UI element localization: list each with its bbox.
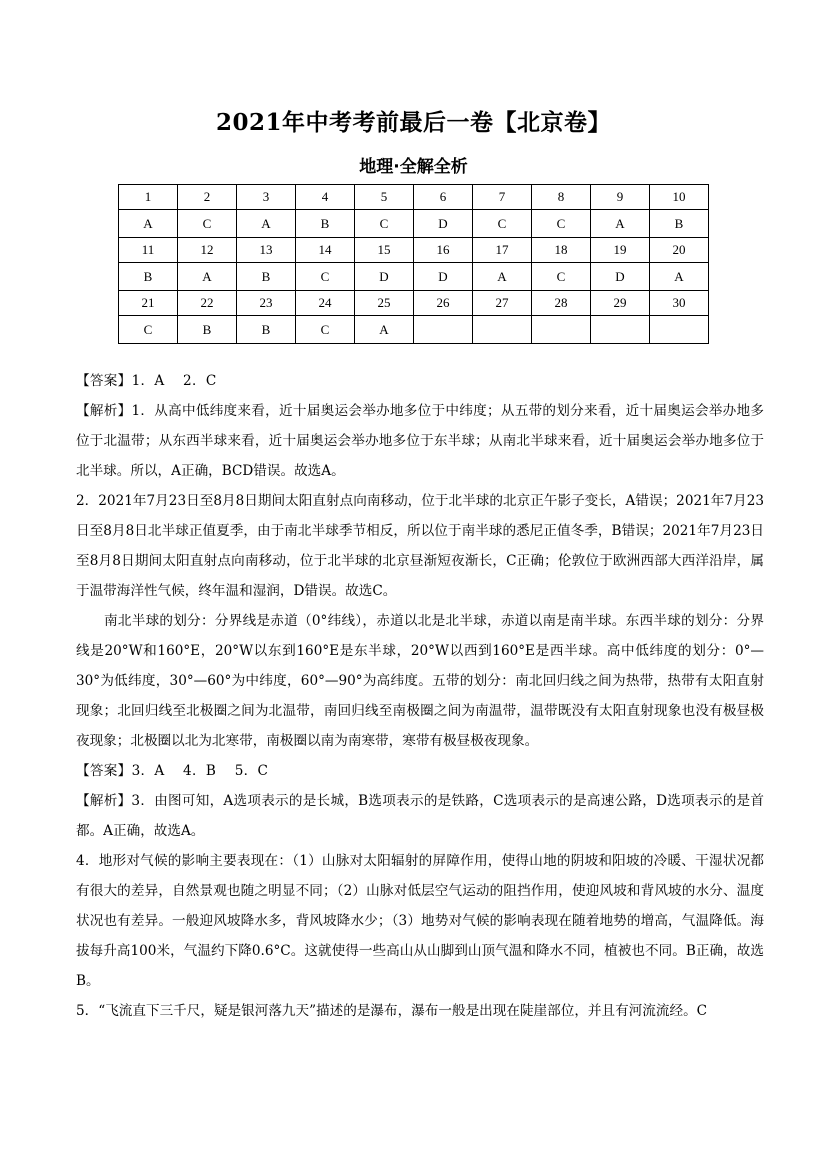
answer-cell: D	[591, 263, 650, 291]
answer-cell: C	[532, 263, 591, 291]
question-number-cell: 6	[414, 185, 473, 210]
question-number-cell: 10	[650, 185, 709, 210]
answer-cell	[650, 316, 709, 344]
answer-cell	[591, 316, 650, 344]
answer-cell: B	[237, 263, 296, 291]
question-number-cell: 4	[296, 185, 355, 210]
question-number-cell: 11	[119, 238, 178, 263]
answer-cell: B	[119, 263, 178, 291]
question-number-cell: 30	[650, 291, 709, 316]
question-number-cell: 13	[237, 238, 296, 263]
question-number-cell: 7	[473, 185, 532, 210]
question-number-cell: 23	[237, 291, 296, 316]
question-number-cell: 16	[414, 238, 473, 263]
answer-cell: B	[178, 316, 237, 344]
question-number-cell: 24	[296, 291, 355, 316]
answer-line-2: 【答案】3．A 4．B 5．C	[76, 763, 269, 779]
page-subtitle: 地理·全解全析	[359, 157, 468, 177]
answer-cell	[473, 316, 532, 344]
question-number-cell: 27	[473, 291, 532, 316]
analysis-paragraph-2: 2．2021年7月23日至8月8日期间太阳直射点向南移动，位于北半球的北京正午影子变长，A错误；2021年7月23日至8月8日北半球正值夏季，由于南北半球季节相反，所以位于南半球的悉尼正值冬季，B错误；2021年7月23日至8月8日期间太阳直射点向南移动，位于北半球的北京昼渐短夜渐长，C正确；伦敦位于欧洲西部大西洋沿岸，属于温带海洋性气候，终年温和湿润，D错误。故选C。	[76, 493, 764, 599]
answer-cell: D	[414, 263, 473, 291]
answer-cell: C	[355, 210, 414, 238]
answer-key-table	[118, 184, 709, 344]
knowledge-note-paragraph: 南北半球的划分：分界线是赤道（0°纬线），赤道以北是北半球，赤道以南是南半球。东西半球的划分：分界线是20°W和160°E，20°W以东到160°E是东半球，20°W以西到160°E是西半球。高中低纬度的划分：0°—30°为低纬度，30°—60°为中纬度，60°—90°为高纬度。五带的划分：南北回归线之间为热带，热带有太阳直射现象；北回归线至北极圈之间为北温带，南回归线至南极圈之间为南温带，温带既没有太阳直射现象也没有极昼极夜现象；北极圈以北为北寒带，南极圈以南为南寒带，寒带有极昼极夜现象。	[76, 613, 764, 749]
answer-cell: A	[650, 263, 709, 291]
question-number-cell: 20	[650, 238, 709, 263]
explanation-body	[76, 366, 764, 1026]
answer-cell: D	[414, 210, 473, 238]
answer-cell: B	[650, 210, 709, 238]
question-number-row	[119, 185, 709, 210]
question-number-cell: 29	[591, 291, 650, 316]
answer-cell: D	[355, 263, 414, 291]
answer-row	[119, 210, 709, 238]
answer-cell: A	[591, 210, 650, 238]
question-number-cell: 2	[178, 185, 237, 210]
answer-cell	[532, 316, 591, 344]
page-title: 2021年中考考前最后一卷【北京卷】	[215, 109, 611, 136]
answer-row	[119, 263, 709, 291]
answer-cell: C	[119, 316, 178, 344]
question-number-cell: 25	[355, 291, 414, 316]
question-number-cell: 28	[532, 291, 591, 316]
question-number-cell: 15	[355, 238, 414, 263]
answer-cell: B	[296, 210, 355, 238]
question-number-cell: 19	[591, 238, 650, 263]
answer-cell: A	[119, 210, 178, 238]
question-number-cell: 17	[473, 238, 532, 263]
answer-cell: C	[532, 210, 591, 238]
question-number-cell: 18	[532, 238, 591, 263]
answer-cell: B	[237, 316, 296, 344]
answer-cell: C	[178, 210, 237, 238]
answer-cell: A	[473, 263, 532, 291]
answer-line-1: 【答案】1．A 2．C	[76, 373, 217, 389]
analysis-paragraph-3: 【解析】3．由图可知，A选项表示的是长城，B选项表示的是铁路，C选项表示的是高速公路，D选项表示的是首都。A正确，故选A。	[76, 793, 764, 839]
answer-cell: C	[296, 263, 355, 291]
question-number-cell: 3	[237, 185, 296, 210]
question-number-cell: 14	[296, 238, 355, 263]
question-number-cell: 8	[532, 185, 591, 210]
question-number-row	[119, 291, 709, 316]
answer-cell: A	[355, 316, 414, 344]
answer-cell	[414, 316, 473, 344]
question-number-cell: 1	[119, 185, 178, 210]
question-number-cell: 22	[178, 291, 237, 316]
analysis-paragraph-5: 5．“飞流直下三千尺，疑是银河落九天”描述的是瀑布，瀑布一般是出现在陡崖部位，并且有河流流经。C	[76, 1003, 708, 1019]
answer-cell: A	[178, 263, 237, 291]
answer-cell: C	[296, 316, 355, 344]
answer-cell: A	[237, 210, 296, 238]
question-number-cell: 9	[591, 185, 650, 210]
answer-cell: C	[473, 210, 532, 238]
analysis-paragraph-1: 【解析】1．从高中低纬度来看，近十届奥运会举办地多位于中纬度；从五带的划分来看，近十届奥运会举办地多位于北温带；从东西半球来看，近十届奥运会举办地多位于东半球；从南北半球来看，近十届奥运会举办地多位于北半球。所以，A正确，BCD错误。故选A。	[76, 403, 764, 479]
question-number-row	[119, 238, 709, 263]
answer-row	[119, 316, 709, 344]
question-number-cell: 21	[119, 291, 178, 316]
question-number-cell: 5	[355, 185, 414, 210]
question-number-cell: 26	[414, 291, 473, 316]
analysis-paragraph-4: 4．地形对气候的影响主要表现在：（1）山脉对太阳辐射的屏障作用，使得山地的阴坡和阳坡的冷暖、干湿状况都有很大的差异，自然景观也随之明显不同；（2）山脉对低层空气运动的阻挡作用，使迎风坡和背风坡的水分、温度状况也有差异。一般迎风坡降水多，背风坡降水少；（3）地势对气候的影响表现在随着地势的增高，气温降低。海拔每升高100米，气温约下降0.6°C。这就使得一些高山从山脚到山顶气温和降水不同，植被也不同。B正确，故选B。	[76, 853, 764, 989]
question-number-cell: 12	[178, 238, 237, 263]
